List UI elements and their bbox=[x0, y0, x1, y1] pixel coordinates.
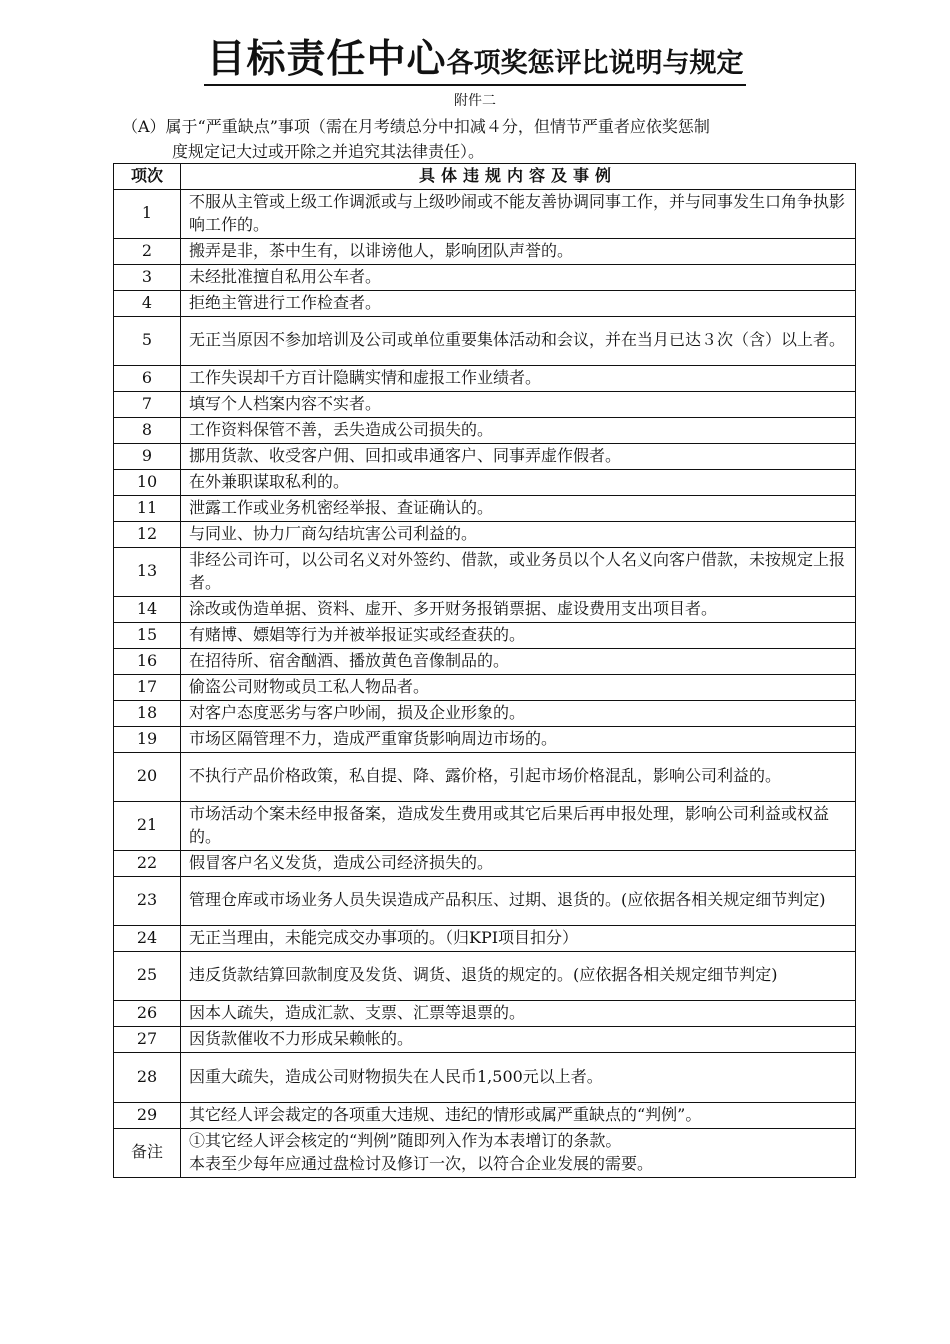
row-violation-text: 无正当理由，未能完成交办事项的。（归KPI项目扣分） bbox=[181, 925, 856, 951]
row-number: 14 bbox=[114, 596, 181, 622]
row-number: 2 bbox=[114, 238, 181, 264]
table-row bbox=[114, 290, 856, 316]
row-number: 29 bbox=[114, 1102, 181, 1128]
row-number: 28 bbox=[114, 1052, 181, 1102]
header-item-no: 项次 bbox=[114, 164, 181, 190]
row-number: 24 bbox=[114, 925, 181, 951]
table-row bbox=[114, 850, 856, 876]
remarks-line-1: ①其它经人评会核定的“判例”随即列入作为本表增订的条款。 bbox=[189, 1131, 622, 1150]
row-number: 21 bbox=[114, 801, 181, 850]
table-row bbox=[114, 264, 856, 290]
table-row bbox=[114, 417, 856, 443]
table-row bbox=[114, 596, 856, 622]
row-number: 15 bbox=[114, 622, 181, 648]
remarks-line-2: 本表至少每年应通过盘检讨及修订一次，以符合企业发展的需要。 bbox=[189, 1153, 654, 1173]
row-violation-text: 有赌博、嫖娼等行为并被举报证实或经查获的。 bbox=[181, 622, 856, 648]
table-row bbox=[114, 726, 856, 752]
row-violation-text: 因重大疏失，造成公司财物损失在人民币1,500元以上者。 bbox=[181, 1052, 856, 1102]
row-violation-text: 偷盗公司财物或员工私人物品者。 bbox=[181, 674, 856, 700]
intro-line-1: （A）属于“严重缺点”事项（需在月考绩总分中扣减４分，但情节严重者应依奖惩制 bbox=[122, 117, 710, 136]
table-body bbox=[114, 189, 856, 1177]
row-violation-text: 工作资料保管不善，丢失造成公司损失的。 bbox=[181, 417, 856, 443]
row-violation-text: 违反货款结算回款制度及发货、调货、退货的规定的。(应依据各相关规定细节判定) bbox=[181, 951, 856, 1000]
title-sub: 各项奖惩评比说明与规定 bbox=[446, 48, 744, 79]
remarks-row bbox=[114, 1128, 856, 1177]
table-row bbox=[114, 469, 856, 495]
row-number: 26 bbox=[114, 1000, 181, 1026]
table-row bbox=[114, 443, 856, 469]
table-row bbox=[114, 391, 856, 417]
attachment-label: 附件二 bbox=[454, 93, 496, 109]
table-row bbox=[114, 674, 856, 700]
row-violation-text: 因货款催收不力形成呆赖帐的。 bbox=[181, 1026, 856, 1052]
table-row bbox=[114, 521, 856, 547]
row-violation-text: 在外兼职谋取私利的。 bbox=[181, 469, 856, 495]
row-violation-text: 拒绝主管进行工作检查者。 bbox=[181, 290, 856, 316]
row-number: 20 bbox=[114, 752, 181, 801]
row-number: 27 bbox=[114, 1026, 181, 1052]
table-row bbox=[114, 801, 856, 850]
table-row bbox=[114, 622, 856, 648]
table-header-row bbox=[114, 164, 856, 190]
row-violation-text: 管理仓库或市场业务人员失误造成产品积压、过期、退货的。(应依据各相关规定细节判定) bbox=[181, 876, 856, 925]
row-violation-text: 非经公司许可，以公司名义对外签约、借款，或业务员以个人名义向客户借款，未按规定上报者。 bbox=[181, 547, 856, 596]
row-violation-text: 不服从主管或上级工作调派或与上级吵闹或不能友善协调同事工作，并与同事发生口角争执影响工作的。 bbox=[181, 189, 856, 238]
row-number: 12 bbox=[114, 521, 181, 547]
row-violation-text: 与同业、协力厂商勾结坑害公司利益的。 bbox=[181, 521, 856, 547]
row-number: 23 bbox=[114, 876, 181, 925]
table-row bbox=[114, 238, 856, 264]
intro-paragraph bbox=[122, 114, 852, 164]
row-number: 9 bbox=[114, 443, 181, 469]
row-violation-text: 市场区隔管理不力，造成严重窜货影响周边市场的。 bbox=[181, 726, 856, 752]
title-main: 目标责任中心 bbox=[206, 37, 447, 82]
row-number: 10 bbox=[114, 469, 181, 495]
row-violation-text: 填写个人档案内容不实者。 bbox=[181, 391, 856, 417]
row-violation-text: 在招待所、宿舍酗酒、播放黄色音像制品的。 bbox=[181, 648, 856, 674]
table-row bbox=[114, 876, 856, 925]
row-number: 11 bbox=[114, 495, 181, 521]
row-violation-text: 搬弄是非，茶中生有，以诽谤他人，影响团队声誉的。 bbox=[181, 238, 856, 264]
row-violation-text: 因本人疏失，造成汇款、支票、汇票等退票的。 bbox=[181, 1000, 856, 1026]
header-content: 具体违规内容及事例 bbox=[181, 164, 856, 190]
table-row bbox=[114, 316, 856, 365]
intro-line-2: 度规定记大过或开除之并追究其法律责任）。 bbox=[172, 142, 485, 161]
row-number: 7 bbox=[114, 391, 181, 417]
row-violation-text: 无正当原因不参加培训及公司或单位重要集体活动和会议，并在当月已达３次（含）以上者。 bbox=[181, 316, 856, 365]
table-row bbox=[114, 648, 856, 674]
table-row bbox=[114, 1102, 856, 1128]
row-number: 19 bbox=[114, 726, 181, 752]
table-row bbox=[114, 1026, 856, 1052]
table-row bbox=[114, 752, 856, 801]
row-violation-text: 不执行产品价格政策，私自提、降、露价格，引起市场价格混乱，影响公司利益的。 bbox=[181, 752, 856, 801]
row-violation-text: 对客户态度恶劣与客户吵闹，损及企业形象的。 bbox=[181, 700, 856, 726]
row-number: 8 bbox=[114, 417, 181, 443]
row-number: 4 bbox=[114, 290, 181, 316]
table-row bbox=[114, 951, 856, 1000]
row-number: 25 bbox=[114, 951, 181, 1000]
row-number: 22 bbox=[114, 850, 181, 876]
document-title bbox=[0, 38, 950, 86]
table-row bbox=[114, 1000, 856, 1026]
row-violation-text: 涂改或伪造单据、资料、虚开、多开财务报销票据、虚设费用支出项目者。 bbox=[181, 596, 856, 622]
table-row bbox=[114, 547, 856, 596]
row-violation-text: 挪用货款、收受客户佣、回扣或串通客户、同事弄虚作假者。 bbox=[181, 443, 856, 469]
row-violation-text: 泄露工作或业务机密经举报、查证确认的。 bbox=[181, 495, 856, 521]
table-row bbox=[114, 189, 856, 238]
table-row bbox=[114, 1052, 856, 1102]
row-number: 16 bbox=[114, 648, 181, 674]
table-row bbox=[114, 495, 856, 521]
row-number: 5 bbox=[114, 316, 181, 365]
table-row bbox=[114, 365, 856, 391]
remarks-label: 备注 bbox=[114, 1128, 181, 1177]
row-number: 18 bbox=[114, 700, 181, 726]
row-violation-text: 其它经人评会裁定的各项重大违规、违纪的情形或属严重缺点的“判例”。 bbox=[181, 1102, 856, 1128]
violations-table bbox=[113, 163, 856, 1178]
row-number: 13 bbox=[114, 547, 181, 596]
row-violation-text: 未经批准擅自私用公车者。 bbox=[181, 264, 856, 290]
table-row bbox=[114, 700, 856, 726]
table-row bbox=[114, 925, 856, 951]
row-number: 3 bbox=[114, 264, 181, 290]
row-number: 17 bbox=[114, 674, 181, 700]
row-violation-text: 工作失误却千方百计隐瞒实情和虚报工作业绩者。 bbox=[181, 365, 856, 391]
row-number: 6 bbox=[114, 365, 181, 391]
remarks-content bbox=[181, 1128, 856, 1177]
row-violation-text: 市场活动个案未经申报备案，造成发生费用或其它后果后再申报处理，影响公司利益或权益的。 bbox=[181, 801, 856, 850]
row-violation-text: 假冒客户名义发货，造成公司经济损失的。 bbox=[181, 850, 856, 876]
row-number: 1 bbox=[114, 189, 181, 238]
